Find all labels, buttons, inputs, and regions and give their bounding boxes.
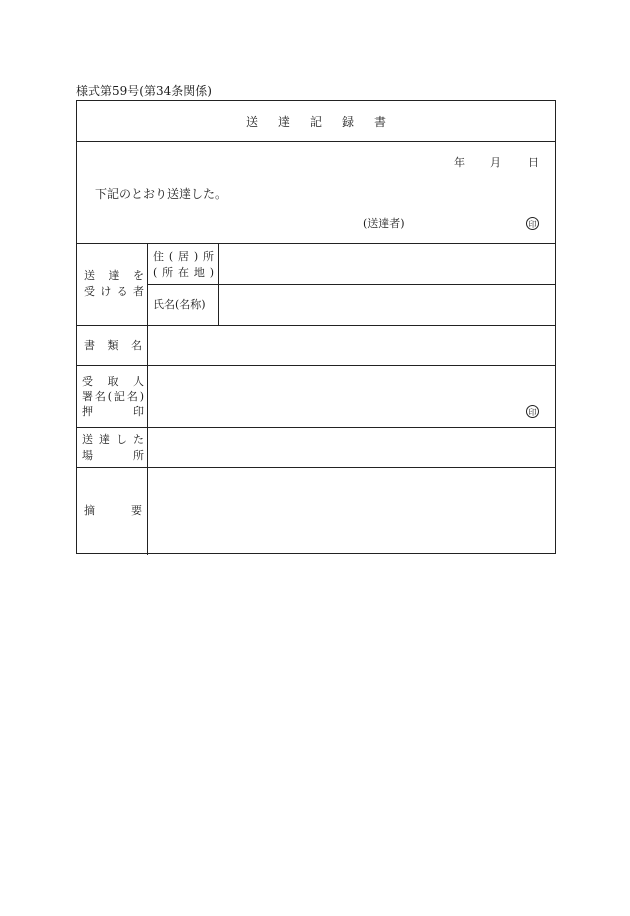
name-row [148, 285, 555, 326]
year-label: 年 [454, 156, 465, 169]
receiver-label-cell [77, 366, 148, 427]
name-label-cell [148, 285, 219, 326]
receiver-signature-row [77, 366, 555, 428]
recipient-label-cell [77, 244, 148, 325]
form-number: 様式第59号(第34条関係) [76, 84, 212, 98]
seal-mark-icon: 印 [526, 405, 539, 418]
summary-row [77, 468, 555, 555]
place-label-line1: 送達した [82, 433, 144, 446]
recipient-section [77, 244, 555, 326]
place-label-line2: 場所 [82, 449, 144, 462]
document-name-label [84, 338, 142, 354]
date-line [454, 156, 539, 170]
receiver-label-line3: 押印 [82, 405, 144, 418]
document-name-row [77, 326, 555, 366]
place-row [77, 428, 555, 468]
seal-mark-icon: 印 [526, 217, 539, 230]
summary-label [84, 503, 142, 519]
recipient-label-line2: 受ける者 [84, 285, 144, 298]
address-label-line1: 住(居)所 [153, 250, 214, 263]
statement-text: 下記のとおり送達した。 [95, 187, 228, 201]
address-label-line2: (所在地) [153, 266, 214, 279]
title-row [77, 101, 555, 142]
name-label: 氏名(名称) [153, 298, 206, 311]
address-label-cell [148, 244, 219, 284]
recipient-label-line1: 送達を [84, 269, 144, 282]
summary-label-text: 摘要 [84, 504, 142, 517]
service-record-form [76, 100, 556, 554]
sender-label: (送達者) [363, 217, 405, 230]
document-name-label-text: 書類名 [84, 339, 142, 352]
address-label [153, 249, 214, 281]
address-row [148, 244, 555, 285]
header-section [77, 142, 555, 244]
form-title: 送達記録書 [245, 115, 406, 129]
day-label: 日 [528, 156, 539, 169]
month-label: 月 [490, 156, 501, 169]
document-name-label-cell [77, 326, 148, 365]
recipient-label [84, 268, 144, 300]
place-label [82, 432, 144, 464]
receiver-label-line1: 受取人 [82, 375, 144, 388]
place-label-cell [77, 428, 148, 467]
receiver-label-line2: 署名(記名) [82, 390, 144, 403]
summary-label-cell [77, 468, 148, 555]
receiver-label [82, 374, 144, 419]
